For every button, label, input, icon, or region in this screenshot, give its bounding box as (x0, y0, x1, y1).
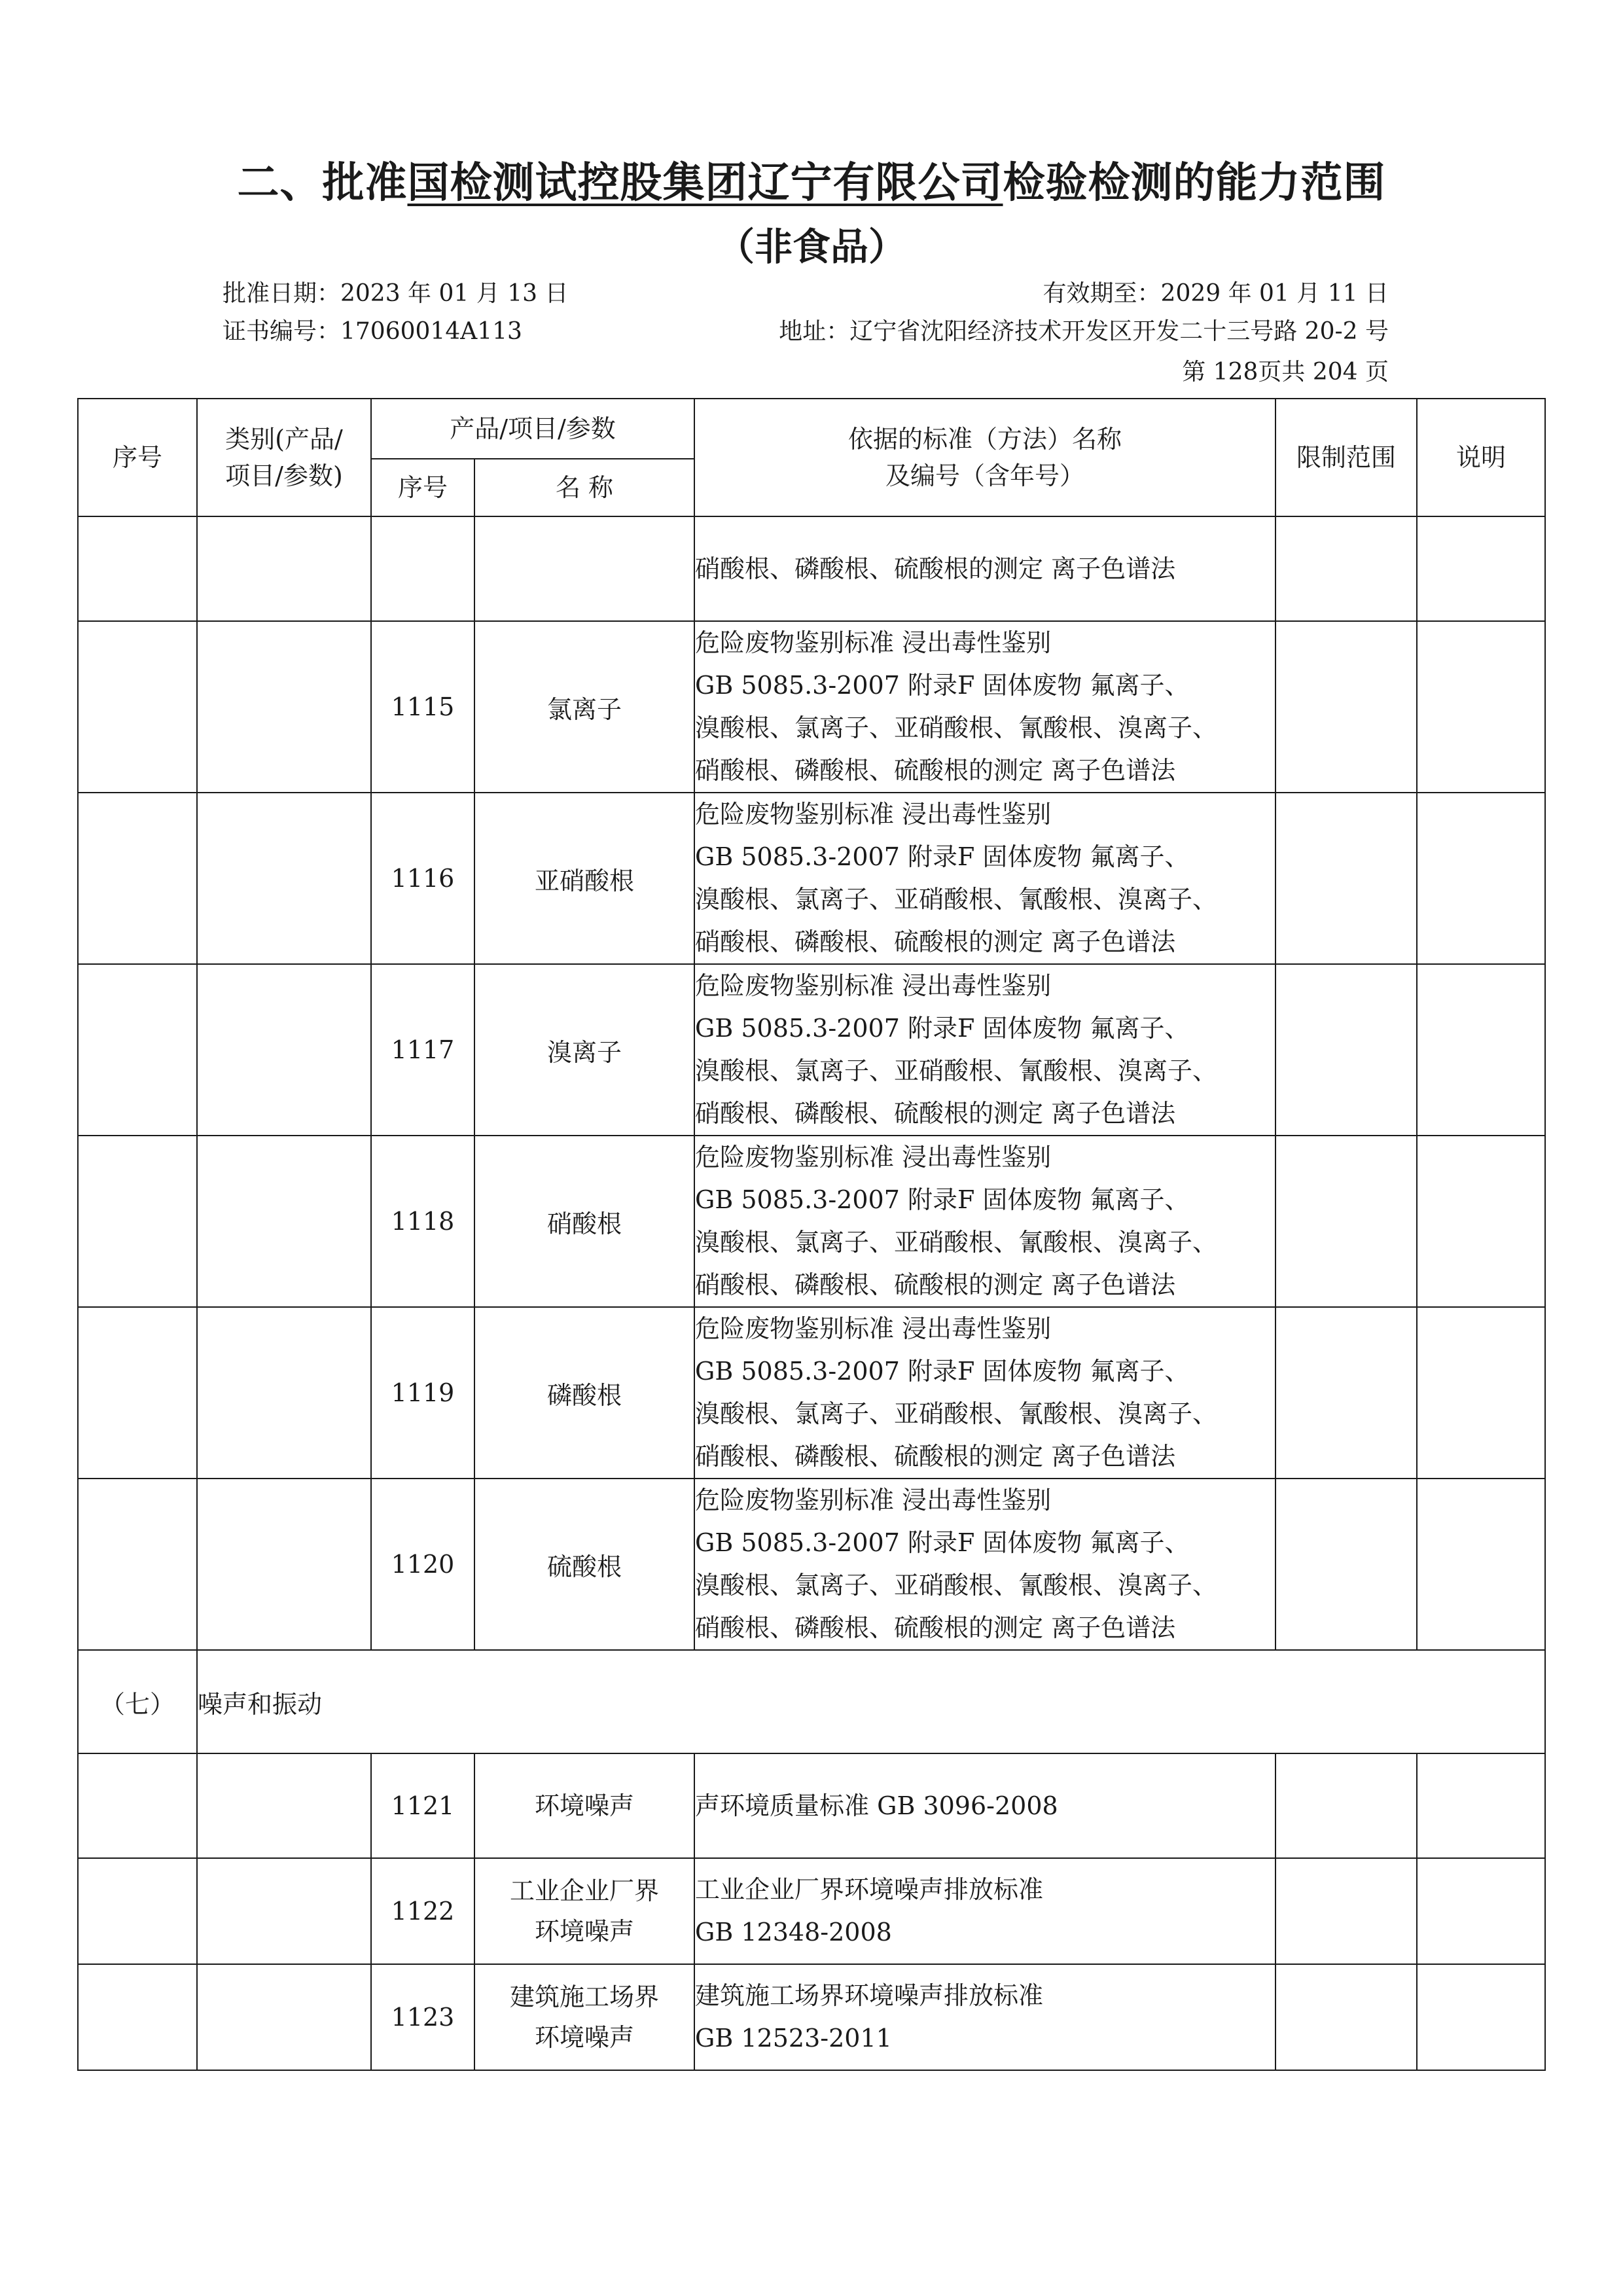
cell-note (1417, 1964, 1545, 2070)
table-row (78, 1964, 1545, 2070)
cell-seq (78, 1753, 197, 1858)
cell-note (1417, 964, 1545, 1136)
cell-no: 1119 (371, 1307, 474, 1479)
cell-name: 亚硝酸根 (474, 793, 694, 964)
cell-category (197, 1858, 371, 1964)
cell-seq (78, 1307, 197, 1479)
standard-line: GB 5085.3-2007 附录F 固体废物 氟离子、 (695, 1357, 1190, 1386)
standard-line: 工业企业厂界环境噪声排放标准 (695, 1875, 1044, 1904)
cell-seq (78, 1964, 197, 2070)
cell-seq (78, 516, 197, 621)
standard-line: 硝酸根、磷酸根、硫酸根的测定 离子色谱法 (695, 1613, 1176, 1642)
table-header-row (78, 399, 1545, 459)
standard-line: 危险废物鉴别标准 浸出毒性鉴别 (695, 1486, 1052, 1515)
cell-standard (694, 1307, 1275, 1479)
standard-line: 危险废物鉴别标准 浸出毒性鉴别 (695, 1314, 1052, 1343)
name-line: 工业企业厂界 (510, 1876, 660, 1905)
table-row (78, 793, 1545, 964)
table-row (78, 964, 1545, 1136)
cell-seq (78, 621, 197, 793)
title-organization: 国检测试控股集团辽宁有限公司 (407, 159, 1003, 207)
approval-date: 批准日期：2023 年 01 月 13 日 (223, 280, 569, 307)
cell-name (474, 516, 694, 621)
cell-name: 硫酸根 (474, 1479, 694, 1650)
standard-line: 危险废物鉴别标准 浸出毒性鉴别 (695, 1143, 1052, 1172)
cell-category (197, 621, 371, 793)
standard-line: 危险废物鉴别标准 浸出毒性鉴别 (695, 628, 1052, 657)
cell-no (371, 516, 474, 621)
certificate-number: 证书编号：17060014A113 (223, 318, 522, 345)
standard-line: GB 5085.3-2007 附录F 固体废物 氟离子、 (695, 671, 1190, 700)
cell-name: 溴离子 (474, 964, 694, 1136)
cell-name (474, 1858, 694, 1964)
cell-no: 1115 (371, 621, 474, 793)
cell-standard (694, 516, 1275, 621)
table-row (78, 621, 1545, 793)
name-line: 环境噪声 (535, 1791, 635, 1820)
table-row (78, 516, 1545, 621)
cell-limit (1275, 1858, 1417, 1964)
cell-name (474, 1753, 694, 1858)
cell-note (1417, 1753, 1545, 1858)
capability-table (77, 398, 1546, 2071)
cell-note (1417, 793, 1545, 964)
cell-note (1417, 1307, 1545, 1479)
standard-line: GB 12523-2011 (695, 2024, 892, 2053)
header-category (197, 399, 371, 516)
standard-line: 硝酸根、磷酸根、硫酸根的测定 离子色谱法 (695, 1099, 1176, 1128)
cell-note (1417, 1479, 1545, 1650)
title-prefix: 二、批准 (237, 159, 408, 207)
cell-category (197, 1753, 371, 1858)
header-product-group: 产品/项目/参数 (371, 399, 694, 459)
standard-line: GB 12348-2008 (695, 1918, 892, 1946)
cell-seq (78, 1479, 197, 1650)
cell-name (474, 1964, 694, 2070)
cell-standard (694, 1858, 1275, 1964)
cell-seq (78, 1858, 197, 1964)
cell-category (197, 1307, 371, 1479)
section-number: （七） (78, 1650, 197, 1753)
name-line: 环境噪声 (535, 1917, 635, 1946)
standard-line: GB 5085.3-2007 附录F 固体废物 氟离子、 (695, 1185, 1190, 1214)
cell-limit (1275, 516, 1417, 621)
cell-limit (1275, 1964, 1417, 2070)
cell-no: 1122 (371, 1858, 474, 1964)
cell-seq (78, 793, 197, 964)
standard-line: 硝酸根、磷酸根、硫酸根的测定 离子色谱法 (695, 756, 1176, 785)
cell-limit (1275, 1307, 1417, 1479)
standard-line: 危险废物鉴别标准 浸出毒性鉴别 (695, 971, 1052, 1000)
section-title: 噪声和振动 (197, 1650, 1545, 1753)
standard-line: 溴酸根、氯离子、亚硝酸根、氰酸根、溴离子、 (695, 885, 1218, 914)
standard-line: 溴酸根、氯离子、亚硝酸根、氰酸根、溴离子、 (695, 1399, 1218, 1428)
header-note: 说明 (1417, 399, 1545, 516)
page-title (0, 149, 1623, 209)
cell-standard (694, 621, 1275, 793)
cell-limit (1275, 793, 1417, 964)
cell-no: 1120 (371, 1479, 474, 1650)
standard-line: 硝酸根、磷酸根、硫酸根的测定 离子色谱法 (695, 554, 1176, 583)
cell-note (1417, 516, 1545, 621)
cell-category (197, 964, 371, 1136)
header-seq: 序号 (78, 399, 197, 516)
cell-standard (694, 1753, 1275, 1858)
cell-limit (1275, 964, 1417, 1136)
page-subtitle: （非食品） (716, 224, 906, 269)
page-number: 第 128页共 204 页 (1182, 359, 1389, 386)
cell-category (197, 793, 371, 964)
cell-category (197, 1479, 371, 1650)
standard-line: GB 5085.3-2007 附录F 固体废物 氟离子、 (695, 1014, 1190, 1043)
standard-line: 建筑施工场界环境噪声排放标准 (695, 1981, 1044, 2010)
standard-line: 危险废物鉴别标准 浸出毒性鉴别 (695, 800, 1052, 829)
cell-name: 氯离子 (474, 621, 694, 793)
title-suffix: 检验检测的能力范围 (1003, 159, 1386, 207)
cell-limit (1275, 1753, 1417, 1858)
cell-standard (694, 964, 1275, 1136)
cell-note (1417, 1136, 1545, 1307)
cell-standard (694, 1964, 1275, 2070)
header-category-line1: 类别(产品/ (225, 425, 343, 454)
cell-standard (694, 1479, 1275, 1650)
table-row (78, 1858, 1545, 1964)
cell-category (197, 1964, 371, 2070)
cell-standard (694, 793, 1275, 964)
standard-line: GB 5085.3-2007 附录F 固体废物 氟离子、 (695, 1528, 1190, 1557)
cell-name: 磷酸根 (474, 1307, 694, 1479)
cell-no: 1121 (371, 1753, 474, 1858)
standard-line: 硝酸根、磷酸根、硫酸根的测定 离子色谱法 (695, 927, 1176, 956)
cell-name: 硝酸根 (474, 1136, 694, 1307)
cell-category (197, 516, 371, 621)
table-row (78, 1307, 1545, 1479)
cell-limit (1275, 621, 1417, 793)
standard-line: 溴酸根、氯离子、亚硝酸根、氰酸根、溴离子、 (695, 1571, 1218, 1600)
cell-category (197, 1136, 371, 1307)
header-category-line2: 项目/参数) (225, 461, 343, 490)
cell-seq (78, 964, 197, 1136)
standard-line: 溴酸根、氯离子、亚硝酸根、氰酸根、溴离子、 (695, 1228, 1218, 1257)
header-sub-seq: 序号 (371, 459, 474, 516)
cell-no: 1123 (371, 1964, 474, 2070)
standard-line: 溴酸根、氯离子、亚硝酸根、氰酸根、溴离子、 (695, 713, 1218, 742)
standard-line: GB 5085.3-2007 附录F 固体废物 氟离子、 (695, 842, 1190, 871)
table-row (78, 1136, 1545, 1307)
table-row (78, 1479, 1545, 1650)
standard-line: 硝酸根、磷酸根、硫酸根的测定 离子色谱法 (695, 1442, 1176, 1471)
cell-limit (1275, 1136, 1417, 1307)
name-line: 环境噪声 (535, 2023, 635, 2052)
header-standard-line1: 依据的标准（方法）名称 (848, 425, 1122, 454)
section-row (78, 1650, 1545, 1753)
header-limit: 限制范围 (1275, 399, 1417, 516)
standard-line: 声环境质量标准 GB 3096-2008 (695, 1791, 1058, 1820)
header-sub-name: 名 称 (474, 459, 694, 516)
name-line: 建筑施工场界 (510, 1982, 660, 2011)
cell-seq (78, 1136, 197, 1307)
cell-standard (694, 1136, 1275, 1307)
standard-line: 溴酸根、氯离子、亚硝酸根、氰酸根、溴离子、 (695, 1056, 1218, 1085)
cell-no: 1118 (371, 1136, 474, 1307)
cell-note (1417, 1858, 1545, 1964)
cell-no: 1116 (371, 793, 474, 964)
cell-no: 1117 (371, 964, 474, 1136)
address: 地址：辽宁省沈阳经济技术开发区开发二十三号路 20-2 号 (779, 318, 1389, 345)
standard-line: 硝酸根、磷酸根、硫酸根的测定 离子色谱法 (695, 1270, 1176, 1299)
valid-until: 有效期至：2029 年 01 月 11 日 (1043, 280, 1389, 307)
cell-limit (1275, 1479, 1417, 1650)
table-row (78, 1753, 1545, 1858)
cell-note (1417, 621, 1545, 793)
header-standard-line2: 及编号（含年号） (885, 461, 1085, 490)
header-standard (694, 399, 1275, 516)
